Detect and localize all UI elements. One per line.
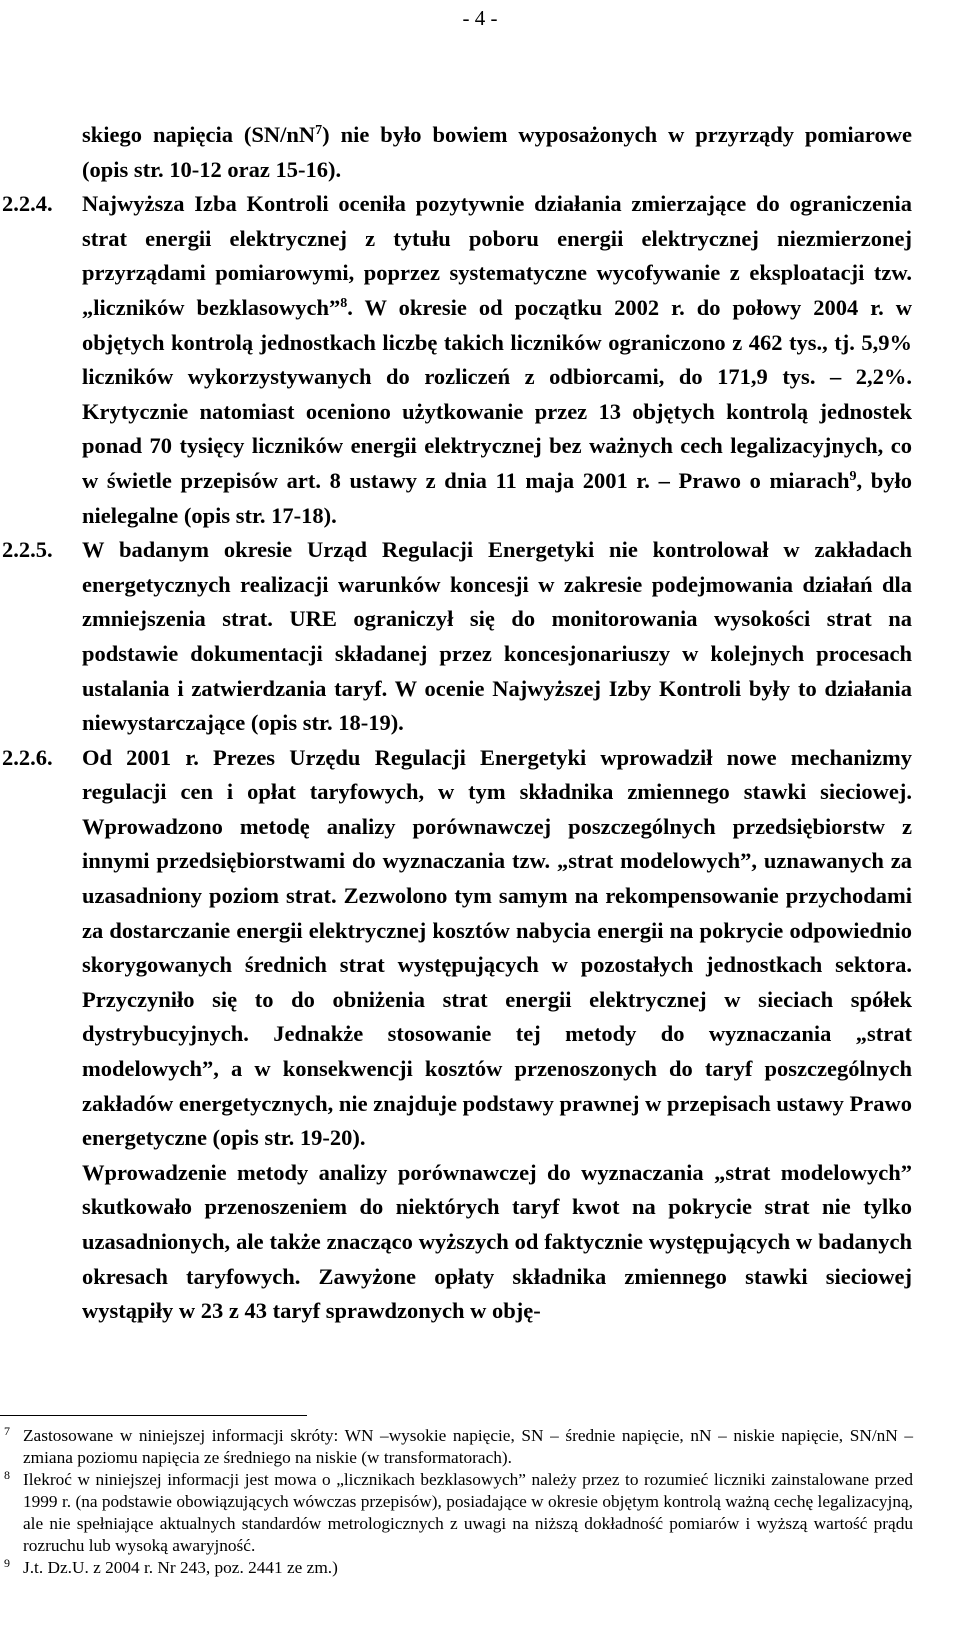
paragraph-continuation xyxy=(0,118,912,187)
footnote-ref-8: 8 xyxy=(340,295,348,311)
footnote-text: Zastosowane w niniejszej informacji skróty: WN –wysokie napięcie, SN – średnie napięcie, nN – niskie napięcie, SN/nN – zmiana poziomu napięcia ze średniego na niskie (w transformatorach). xyxy=(23,1426,913,1467)
page-number: - 4 - xyxy=(462,6,498,30)
footnote-number: 9 xyxy=(4,1556,10,1570)
paragraph-2-2-6 xyxy=(0,741,912,1156)
footnote-ref-9: 9 xyxy=(849,468,857,484)
paragraph-continued xyxy=(0,1156,912,1329)
text-segment: Najwyższa Izba Kontroli oceniła pozytywnie działania zmierzające do ograniczenia strat energii elektrycznej z tytułu poboru energii elektrycznej niezmierzonej przyrządami pomiarowymi, poprzez systematyczne wycofywanie z eksploatacji tzw. „liczników bezklasowych” xyxy=(82,191,912,320)
footnotes xyxy=(0,1425,960,1579)
paragraph-2-2-5 xyxy=(0,533,912,741)
paragraph-text: W badanym okresie Urząd Regulacji Energetyki nie kontrolował w zakładach energetycznych realizacji warunków koncesji w zakresie podejmowania działań dla zmniejszenia strat. URE ograniczył się do monitorowania wysokości strat na podstawie dokumentacji składanej przez koncesjonariuszy w kolejnych procesach ustalania i zatwierdzania taryf. W ocenie Najwyższej Izby Kontroli były to działania niewystarczające (opis str. 18-19). xyxy=(82,537,912,736)
footnote-text: J.t. Dz.U. z 2004 r. Nr 243, poz. 2441 ze zm.) xyxy=(23,1558,338,1577)
paragraph-number: 2.2.6. xyxy=(2,744,53,770)
text-segment: . W okresie od początku 2002 r. do połowy 2004 r. w objętych kontrolą jednostkach liczbę takich liczników ograniczono z 462 tys., tj. 5,9% liczników wykorzystywanych do rozliczeń z odbiorcami, do 171,9 tys. – 2,2%. Krytycznie natomiast oceniono użytkowanie przez 13 objętych kontrolą jednostek ponad 70 tysięcy liczników energii elektrycznej bez ważnych cech legalizacyjnych, co w świetle przepisów art. 8 ustawy z dnia 11 maja 2001 r. – Prawo o miarach xyxy=(82,294,912,493)
paragraph-text xyxy=(82,118,912,187)
text-segment: ) nie było bowiem wyposażonych w przyrządy pomiarowe (opis str. 10-12 oraz 15-16). xyxy=(82,122,912,182)
footnote-number: 8 xyxy=(4,1468,10,1482)
paragraph-number: 2.2.5. xyxy=(2,537,53,563)
text-segment: skiego napięcia (SN/nN xyxy=(82,122,316,147)
footnote-9 xyxy=(0,1557,913,1579)
paragraph-text: Wprowadzenie metody analizy porównawczej do wyznaczania „strat modelowych” skutkowało przenoszeniem do niektórych taryf kwot na pokrycie strat nie tylko uzasadnionych, ale także znacząco wyższych od faktycznie występujących w badanych okresach taryfowych. Zawyżone opłaty składnika zmiennego stawki sieciowej wystąpiły w 23 z 43 taryf sprawdzonych w obję- xyxy=(82,1159,912,1324)
paragraph-2-2-4 xyxy=(0,187,912,533)
paragraph-number: 2.2.4. xyxy=(2,191,53,217)
footnote-separator xyxy=(0,1415,307,1416)
text-segment: , było nielegalne (opis str. 17-18). xyxy=(82,467,912,528)
body-text xyxy=(0,118,960,1329)
footnote-text: Ilekroć w niniejszej informacji jest mowa o „licznikach bezklasowych” należy przez to rozumieć liczniki zainstalowane przed 1999 r. (na podstawie obowiązujących wówczas przepisów), posiadające w okresie objętym kontrolą ważną cechę legalizacyjną, ale nie spełniające aktualnych standardów metrologicznych z uwagi na niższą dokładność pomiarów i wyższą wartość prądu rozruchu lub wysoką awaryjność. xyxy=(23,1470,913,1555)
footnote-number: 7 xyxy=(4,1424,10,1438)
paragraph-text xyxy=(82,187,912,533)
footnote-8 xyxy=(0,1469,913,1557)
footnote-ref-7: 7 xyxy=(315,123,323,138)
paragraph-text: Od 2001 r. Prezes Urzędu Regulacji Energetyki wprowadził nowe mechanizmy regulacji cen i opłat taryfowych, w tym składnika zmiennego stawki sieciowej. Wprowadzono metodę analizy porównawczej poszczególnych przedsiębiorstw z innymi przedsiębiorstwami do wyznaczania tzw. „strat modelowych”, uznawanych za uzasadniony poziom strat. Zezwolono tym samym na rekompensowanie przychodami za dostarczanie energii elektrycznej kosztów nabycia energii na pokrycie odpowiednio skorygowanych średnich strat występujących w pozostałych jednostkach sektora. Przyczyniło się to do obniżenia strat energii elektrycznej w sieciach spółek dystrybucyjnych. Jednakże stosowanie tej metody do wyznaczania „strat modelowych”, a w konsekwencji kosztów przenoszonych do taryf poszczególnych zakładów energetycznych, nie znajduje podstawy prawnej w przepisach ustawy Prawo energetyczne (opis str. 19-20). xyxy=(82,744,912,1151)
footnote-7 xyxy=(0,1425,913,1469)
